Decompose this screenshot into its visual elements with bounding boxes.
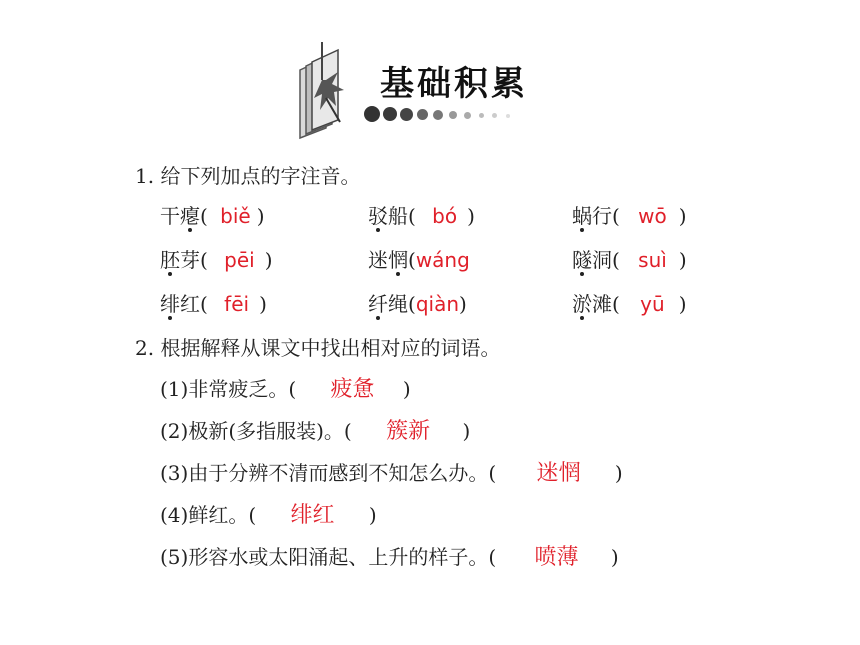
q2-stem: 2. 根据解释从课文中找出相对应的词语。 [135, 336, 501, 360]
q1-word: 驳船 [368, 204, 408, 228]
q1-word: 蜗行 [572, 204, 612, 228]
emphasis-dot [376, 316, 380, 320]
q1-answer: wō [638, 204, 667, 228]
q2-prompt: (5)形容水或太阳涌起、上升的样子。( [160, 545, 497, 569]
q1-item-5: 迷惘(wáng [368, 244, 470, 273]
section-header [292, 40, 582, 140]
q1-answer: suì [638, 248, 667, 272]
q1-answer: fēi [224, 292, 250, 316]
q2-item-4: (4)鲜红。( 绯红 ) [160, 503, 377, 528]
emphasis-dot [580, 316, 584, 320]
emphasis-dot [376, 228, 380, 232]
q2-item-2: (2)极新(多指服装)。( 簇新 ) [160, 419, 471, 444]
q2-prompt: (4)鲜红。( [160, 503, 257, 527]
q2-prompt: (3)由于分辨不清而感到不知怎么办。( [160, 461, 497, 485]
q2-prompt: (2)极新(多指服装)。( [160, 419, 352, 443]
q2-item-3: (3)由于分辨不清而感到不知怎么办。( 迷惘 ) [160, 461, 623, 486]
q2-item-1: (1)非常疲乏。( 疲惫 ) [160, 377, 411, 402]
emphasis-dot [168, 316, 172, 320]
emphasis-dot [580, 228, 584, 232]
q1-item-9: 淤滩( yū ) [572, 288, 687, 317]
q1-answer: qiàn [415, 292, 459, 316]
q2-prompt: (1)非常疲乏。( [160, 377, 297, 401]
q1-word: 绯红 [160, 292, 200, 316]
q2-answer: 迷惘 [536, 461, 581, 486]
q1-item-6: 隧洞( suì ) [572, 244, 687, 273]
emphasis-dot [396, 272, 400, 276]
section-title: 基础积累 [380, 64, 528, 104]
q2-answer: 疲惫 [330, 377, 375, 402]
q1-answer: yū [640, 292, 665, 316]
q2-answer: 簇新 [386, 419, 431, 444]
q1-answer: wáng [415, 248, 470, 272]
q1-stem: 1. 给下列加点的字注音。 [135, 164, 361, 188]
q1-item-8: 纤绳(qiàn) [368, 288, 467, 317]
q1-word: 迷惘 [368, 248, 408, 272]
q1-word: 淤滩 [572, 292, 612, 316]
q1-item-3: 蜗行( wō ) [572, 200, 687, 229]
emphasis-dot [580, 272, 584, 276]
emphasis-dot [188, 228, 192, 232]
q2-answer: 喷薄 [534, 545, 579, 570]
q1-item-7: 绯红( fēi ) [160, 288, 267, 317]
q2-item-5: (5)形容水或太阳涌起、上升的样子。( 喷薄 ) [160, 545, 619, 570]
q1-answer: pēi [224, 248, 255, 272]
book-leaf-icon [292, 40, 362, 140]
q1-answer: biě [220, 204, 251, 228]
q1-word: 胚芽 [160, 248, 200, 272]
q1-item-1: 干瘪( biě ) [160, 200, 265, 229]
q1-word: 纤绳 [368, 292, 408, 316]
q1-answer: bó [432, 204, 458, 228]
q1-word: 隧洞 [572, 248, 612, 272]
emphasis-dot [168, 272, 172, 276]
q2-answer: 绯红 [290, 503, 335, 528]
q1-item-2: 驳船( bó ) [368, 200, 475, 229]
q1-word: 干瘪 [160, 204, 200, 228]
q1-item-4: 胚芽( pēi ) [160, 244, 273, 273]
